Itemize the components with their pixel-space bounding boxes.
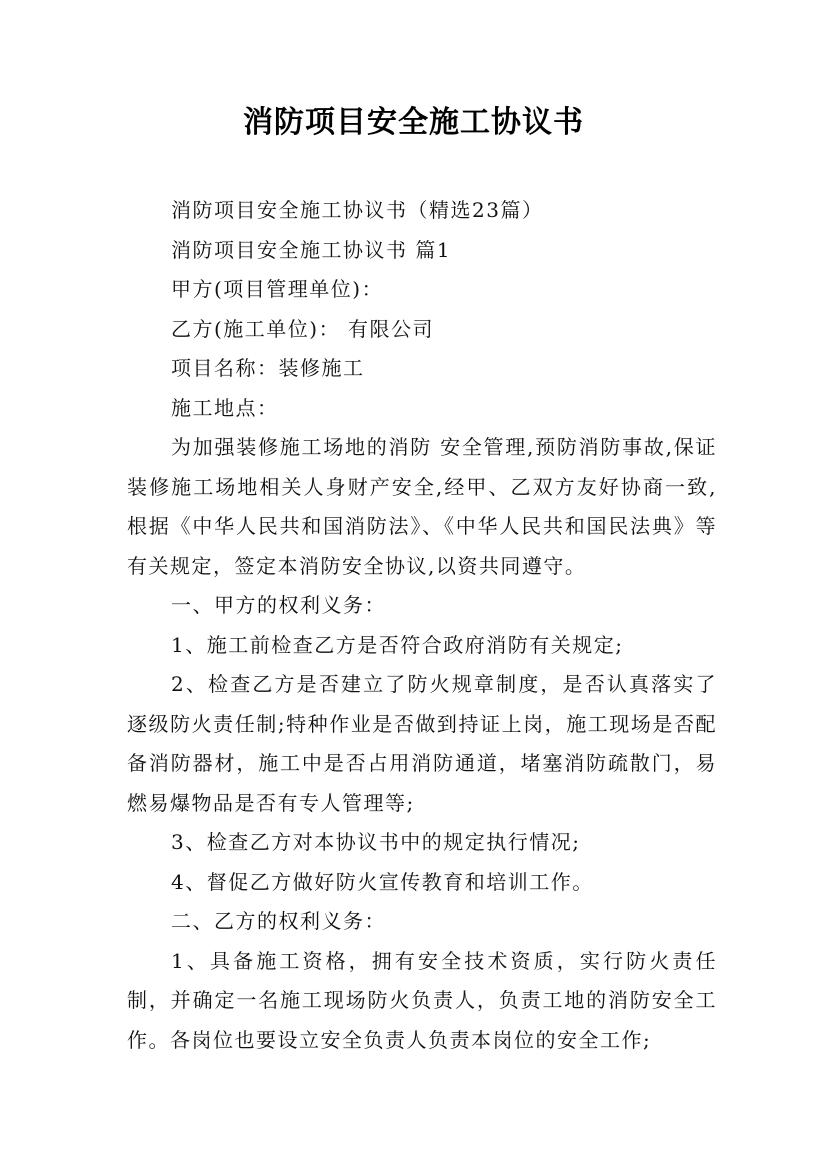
- paragraph-party-a: 甲方(项目管理单位)：: [171, 277, 384, 301]
- document-title: 消防项目安全施工协议书: [243, 105, 584, 140]
- paragraph-party-a-duty-4: 4、督促乙方做好防火宣传教育和培训工作。: [171, 869, 594, 894]
- paragraph-collection-title: 消防项目安全施工协议书（精选23篇）: [171, 198, 544, 222]
- paragraph-project-name: 项目名称：装修施工: [171, 356, 365, 380]
- paragraph-party-a-duty-3: 3、检查乙方对本协议书中的规定执行情况;: [171, 830, 581, 854]
- paragraph-party-b: 乙方(施工单位)： 有限公司: [171, 316, 434, 341]
- paragraph-party-b-duty-1: 1、具备施工资格，拥有安全技术资质，实行防火责任制，并确定一名施工现场防火负责人，负责工地的消防安全工作。各岗位也要设立安全负责人负责本岗位的安全工作;: [127, 948, 717, 1052]
- paragraph-party-a-duty-1: 1、施工前检查乙方是否符合政府消防有关规定;: [171, 632, 624, 657]
- paragraph-section-heading: 消防项目安全施工协议书 篇1: [171, 237, 452, 262]
- document-body: [127, 191, 717, 1060]
- paragraph-party-a-duty-2: 2、检查乙方是否建立了防火规章制度，是否认真落实了逐级防火责任制;特种作业是否做到持证上岗，施工现场是否配备消防器材，施工中是否占用消防通道，堵塞消防疏散门，易燃易爆物品是否有专人管理等;: [127, 672, 717, 815]
- paragraph-party-b-duties-heading: 二、乙方的权利义务：: [171, 909, 386, 933]
- paragraph-party-a-duties-heading: 一、甲方的权利义务：: [171, 593, 386, 617]
- paragraph-site-location: 施工地点：: [171, 395, 279, 420]
- paragraph-preamble: 为加强装修施工场地的消防 安全管理,预防消防事故,保证装修施工场地相关人身财产安全,经甲、乙双方友好协商一致,根据《中华人民共和国消防法》、《中华人民共和国民法典》等有关规定，签定本消防安全协议,以资共同遵守。: [127, 435, 717, 578]
